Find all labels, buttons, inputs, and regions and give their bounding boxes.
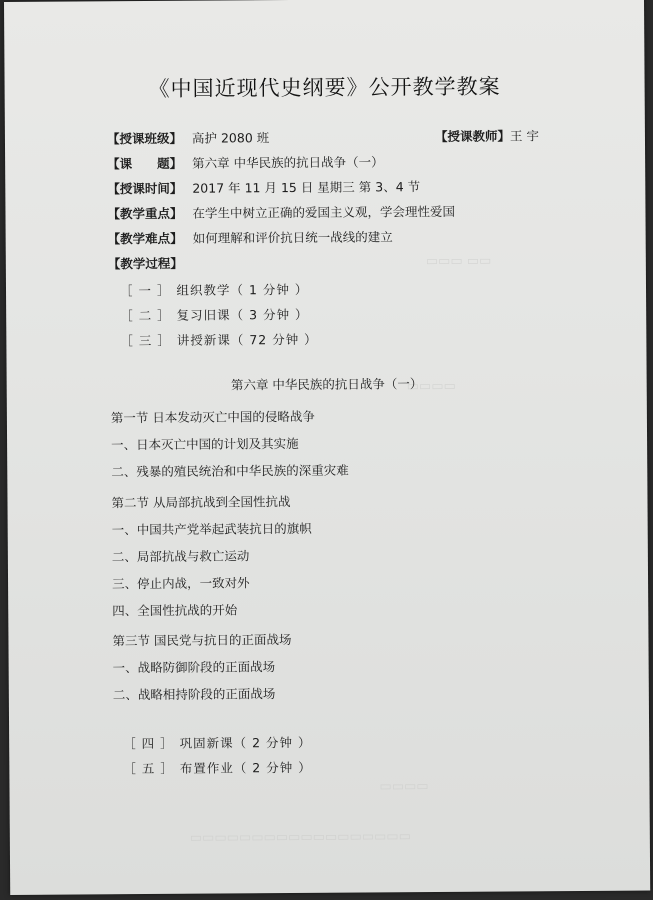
outline-item: 二、局部抗战与救亡运动 (111, 548, 250, 565)
info-label: 【教学重点】 (107, 205, 183, 222)
outline-item: 三、停止内战，一致对外 (112, 575, 250, 592)
step-number: ［ 一 ］ (119, 282, 171, 299)
step-number: ［ 三 ］ (120, 332, 171, 349)
info-label: 【教学难点】 (107, 230, 183, 247)
info-time (107, 177, 420, 197)
step-item (120, 305, 308, 324)
process-label: 【教学过程】 (107, 255, 183, 272)
step-item (123, 758, 311, 777)
chapter-title: 第六章 中华民族的抗日战争（一） (230, 376, 423, 393)
step-text: 巩固新课（ 2 分钟 ） (179, 734, 312, 751)
outline-item: 一、中国共产党举起武装抗日的旗帜 (111, 520, 312, 538)
document-title: 《中国近现代史纲要》公开教学教案 (148, 74, 501, 101)
document-page (4, 0, 650, 895)
info-label: 【授课时间】 (107, 180, 183, 197)
bleed-through-mark: ▭▭▭▭ (406, 378, 456, 395)
outline-section: 第二节 从局部抗战到全国性抗战 (111, 494, 291, 511)
outline-item: 二、战略相持阶段的正面战场 (112, 686, 276, 703)
step-number: ［ 四 ］ (123, 735, 174, 752)
info-value: 2017 年 11 月 15 日 星期三 第 3、4 节 (192, 179, 421, 196)
info-teacher (435, 126, 539, 145)
step-item (120, 280, 308, 299)
info-value: 高护 2080 班 (191, 130, 270, 146)
info-key-point (107, 202, 455, 222)
bleed-through-mark: ▭▭▭▭ (379, 779, 429, 795)
process-heading (108, 254, 183, 273)
info-value: 如何理解和评价抗日统一战线的建立 (192, 229, 393, 246)
info-value: 在学生中树立正确的爱国主义观，学会理性爱国 (192, 203, 456, 221)
info-difficulty (108, 227, 393, 247)
teacher-label: 【授课教师】 (434, 128, 511, 144)
info-label: 【授课班级】 (106, 130, 183, 147)
step-number: ［ 五 ］ (123, 760, 174, 777)
info-label: 【课 题】 (107, 155, 183, 172)
step-text: 组织教学（ 1 分钟 ） (176, 281, 309, 298)
step-number: ［ 二 ］ (120, 307, 171, 324)
bleed-through-mark: ▭▭ ▭▭▭ (425, 253, 492, 270)
outline-section: 第一节 日本发动灭亡中国的侵略战争 (110, 408, 315, 426)
info-value: 第六章 中华民族的抗日战争（一） (192, 154, 384, 171)
teacher-value: 王 宇 (509, 128, 539, 144)
bleed-through-mark: ▭▭▭▭▭▭▭▭▭▭▭▭▭▭▭▭▭▭ (189, 829, 411, 846)
step-text: 复习旧课（ 3 分钟 ） (176, 306, 309, 323)
step-item (123, 733, 311, 752)
outline-section: 第三节 国民党与抗日的正面战场 (112, 632, 292, 649)
outline-item: 一、战略防御阶段的正面战场 (112, 659, 276, 676)
outline-item: 四、全国性抗战的开始 (112, 602, 238, 619)
outline-item: 一、日本灭亡中国的计划及其实施 (111, 435, 299, 453)
info-topic (107, 152, 384, 172)
step-text: 布置作业（ 2 分钟 ） (179, 759, 312, 776)
outline-item: 二、残暴的殖民统治和中华民族的深重灾难 (111, 462, 349, 480)
step-text: 讲授新课（ 72 分钟 ） (176, 331, 318, 348)
info-class (107, 128, 269, 147)
step-item (120, 330, 317, 349)
